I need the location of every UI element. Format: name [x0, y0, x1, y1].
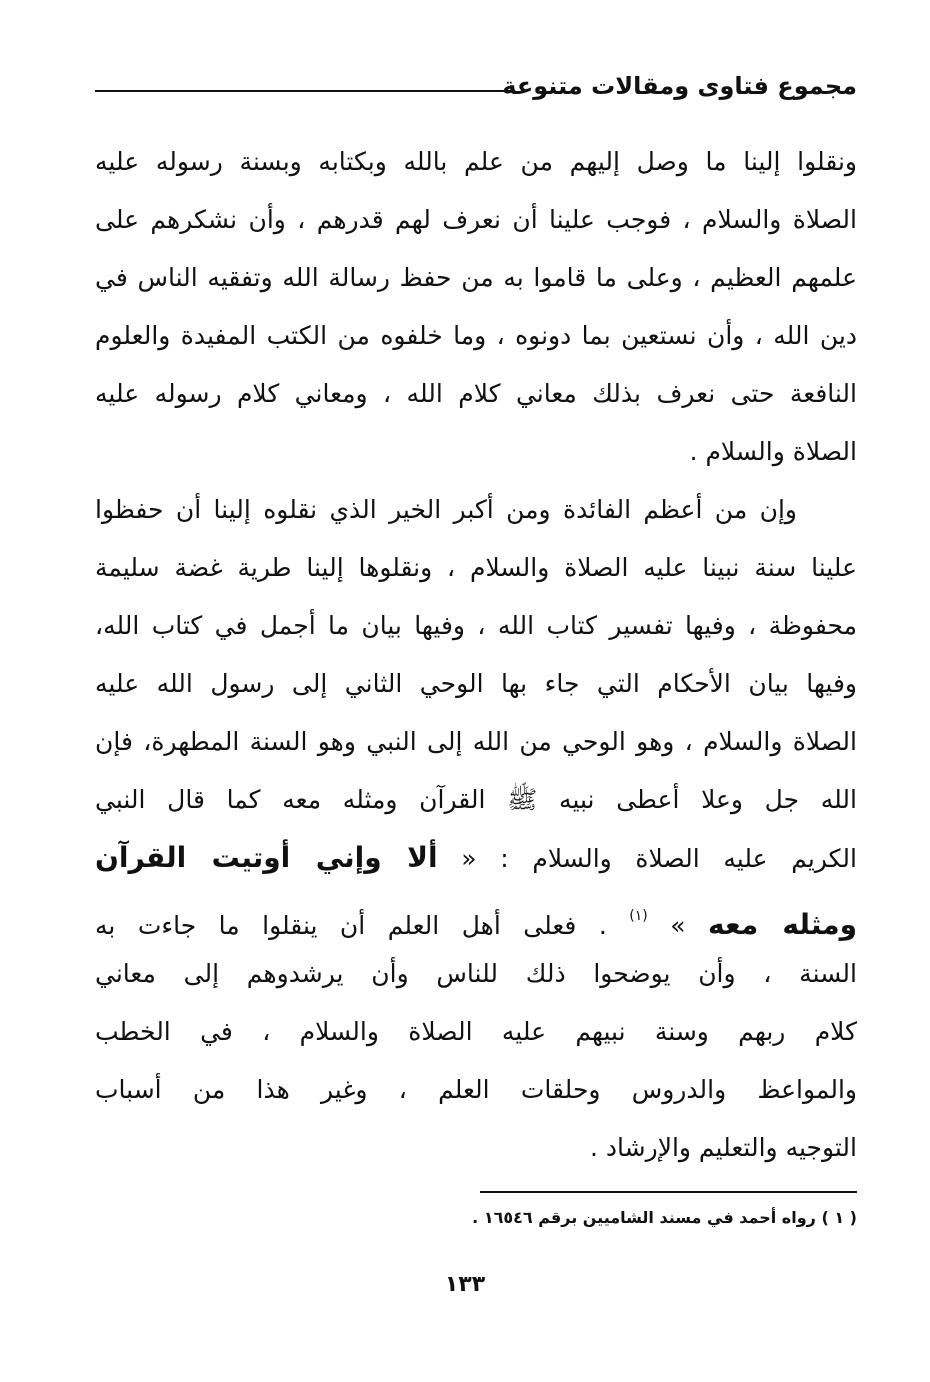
- text-line: الله جل وعلا أعطى نبيه ﷺ القرآن ومثله معه كما قال النبي: [95, 785, 857, 814]
- text-line: وفيها بيان الأحكام التي جاء بها الوحي الثاني إلى رسول الله عليه: [95, 669, 857, 698]
- header-title: مجموع فتاوى ومقالات متنوعة: [502, 72, 857, 100]
- quote-intro: الكريم عليه الصلاة والسلام : «: [461, 844, 857, 873]
- body-text: [95, 133, 857, 1177]
- quote-close: »: [670, 911, 686, 940]
- text-line: علينا سنة نبينا عليه الصلاة والسلام ، ونقلوها إلينا طرية غضة سليمة: [95, 553, 857, 582]
- quote-after-text: . فعلى أهل العلم أن ينقلوا ما جاءت به: [95, 911, 607, 940]
- hadith-quote-part-2: ومثله معه: [708, 908, 857, 941]
- text-line: علمهم العظيم ، وعلى ما قاموا به من حفظ رسالة الله وتفقيه الناس في: [95, 263, 857, 292]
- text-line: وإن من أعظم الفائدة ومن أكبر الخير الذي نقلوه إلينا أن حفظوا: [95, 495, 797, 524]
- text-line: دين الله ، وأن نستعين بما دونوه ، وما خلفوه من الكتب المفيدة والعلوم: [95, 321, 857, 350]
- page-number: ١٣٣: [444, 1272, 486, 1297]
- text-line: السنة ، وأن يوضحوا ذلك للناس وأن يرشدوهم إلى معاني: [95, 959, 857, 988]
- hadith-quote-part-1: ألا وإني أوتيت القرآن: [95, 841, 438, 874]
- quote-line: [95, 829, 857, 887]
- footnote-rule: [480, 1191, 857, 1193]
- text-line: والمواعظ والدروس وحلقات العلم ، وغير هذا من أسباب: [95, 1075, 857, 1104]
- footnote-marker[interactable]: (١): [629, 908, 648, 924]
- text-line: ونقلوا إلينا ما وصل إليهم من علم بالله وبكتابه وبسنة رسوله عليه: [95, 147, 857, 176]
- quote-line-2: [95, 887, 857, 945]
- text-line: كلام ربهم وسنة نبيهم عليه الصلاة والسلام ، في الخطب: [95, 1017, 857, 1046]
- text-line: الصلاة والسلام .: [689, 437, 857, 466]
- footnote: ( ١ ) رواه أحمد في مسند الشاميين برقم ١٦٥٤٦ .: [472, 1208, 857, 1227]
- header-rule: [95, 90, 515, 92]
- text-line: التوجيه والتعليم والإرشاد .: [590, 1133, 857, 1162]
- paragraph-2: [95, 481, 857, 1177]
- text-line: النافعة حتى نعرف بذلك معاني كلام الله ، ومعاني كلام رسوله عليه: [95, 379, 857, 408]
- text-line: الصلاة والسلام ، فوجب علينا أن نعرف لهم قدرهم ، وأن نشكرهم على: [95, 205, 857, 234]
- paragraph-1: [95, 133, 857, 481]
- running-header: [95, 66, 857, 106]
- text-line: محفوظة ، وفيها تفسير كتاب الله ، وفيها بيان ما أجمل في كتاب الله،: [95, 611, 857, 640]
- text-line: الصلاة والسلام ، وهو الوحي من الله إلى النبي وهو السنة المطهرة، فإن: [95, 727, 857, 756]
